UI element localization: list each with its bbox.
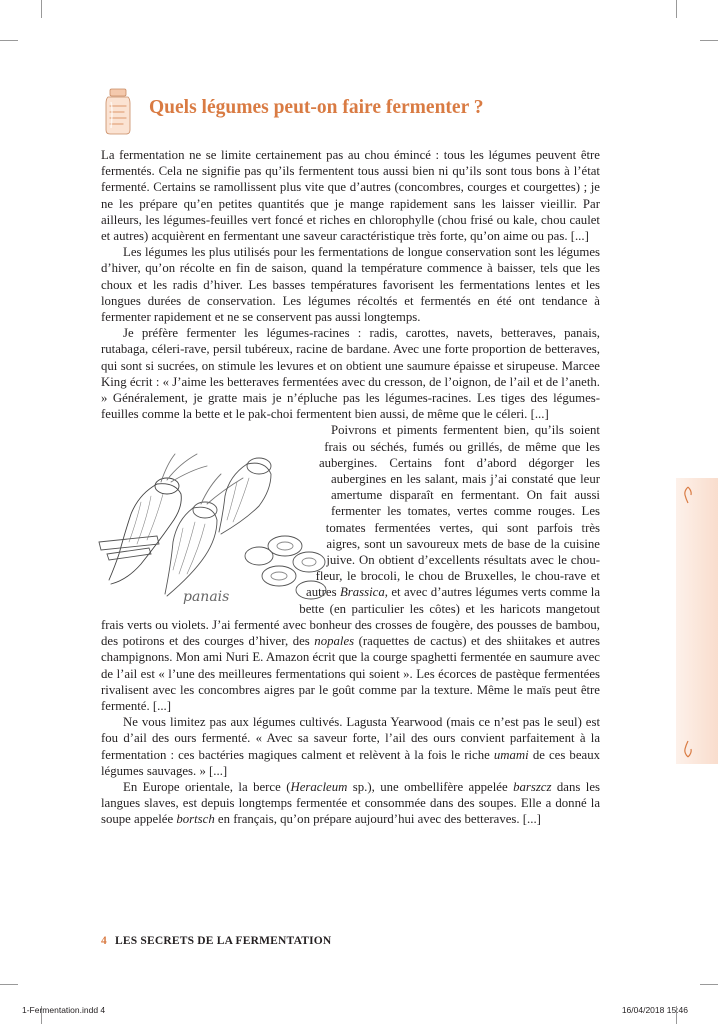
panais-drawing [97, 424, 329, 604]
paragraph: En Europe orientale, la berce (Heracleum sp.), une ombellifère appelée barszcz dans les langues slaves, est depuis longtemps fermentée et consommée dans des soupes. Elle a donné la soupe appelée bortsch en français, qu’on prépare aujourd’hui avec des betteraves. [...] [101, 779, 601, 827]
italic-term: bortsch [176, 812, 215, 827]
crop-mark [0, 40, 18, 41]
paragraph-text: (raquettes de cactus) et des shiitakes et autres champignons. Mon ami Nuri E. Amazon écrit que la courge spaghetti fermentée en saumure avec de l’ail est « l’une des meilleures fermentations qui soient ». Les écorces de pastèque fermentées rivalisent avec les concombres aigres par le goût comme par la texture. Même le maïs peut être fermenté. [...] [101, 634, 600, 713]
jar-icon [101, 88, 135, 136]
paragraph: La fermentation ne se limite certainement pas au chou émincé : tous les légumes peuvent être fermentés. Cela ne signifie pas qu’ils fermentent tous aussi bien ni qu’ils sont tous bons à l’état fermenté. Certains se ramollissent plus vite que d’autres (concombres, courges et courgettes) ; je ne les prépare qu’en petites quantités que je mange rapidement sans les laisser vieillir. Par ailleurs, les légumes-feuilles vert foncé et riches en chlorophylle (chou frisé ou kale, chou caulet et autres) acquièrent en fermentant une saveur caractéristique très forte, qu’on aime ou pas. [...] [101, 148, 600, 244]
paragraph-with-figure [101, 422, 600, 714]
slug-filename: 1-Fermentation.indd 4 [22, 1005, 106, 1015]
tab-ornament-icon [682, 486, 694, 504]
italic-term: barszcz [513, 779, 552, 794]
italic-term: Heracleum [290, 779, 348, 794]
italic-term: nopales [314, 634, 355, 649]
paragraph-text: , et avec d’autres légumes verts comme la bette (en particulier les côtes) et les haricots mangetout frais verts ou violets. J’ai fermenté avec bonheur des crosses de fougère, des pousses de bambou, des potirons et des courges d’hiver, des [101, 585, 600, 649]
paragraph: Je préfère fermenter les légumes-racines : radis, carottes, navets, betteraves, panais, rutabaga, céleri-rave, persil tubéreux, racine de bardane. Avec une forte proportion de betteraves, qui sont si sucrées, on stimule les levures et on obtient une saumure épaisse et sirupeuse. Marcee King écrit : « J’aime les betteraves fermentées avec du cresson, de l’oignon, de l’ail et de l’aneth. » Généralement, je gratte mais je n’épluche pas les légumes-racines. Les tiges des légumes-feuilles comme la bette et le pak-choi fermentent bien aussi, de même que le céleri. [...] [101, 326, 600, 422]
crop-mark [41, 0, 42, 18]
chapter-side-tab [676, 478, 718, 764]
page-footer [101, 935, 331, 947]
page-number: 4 [101, 935, 107, 947]
crop-mark [700, 984, 718, 985]
body-text [101, 147, 600, 828]
section-heading: Quels légumes peut-on faire fermenter ? [149, 97, 484, 118]
crop-mark [0, 984, 18, 985]
paragraph: Ne vous limitez pas aux légumes cultivés. Lagusta Yearwood (mais ce n’est pas le seul) est fou d’ail des ours fermenté. « Avec sa saveur forte, l’ail des ours convient parfaitement à la fermentation : ces bactéries magiques calment et relèvent à la fois le riche umami de ces beaux légumes sauvages. » [...] [101, 715, 600, 778]
tab-ornament-icon [682, 740, 694, 758]
paragraph-text: Poivrons et piments fermentent bien, qu’ils soient frais ou séchés, fumés ou grillés, de même que les aubergines. Certains font d’abord dégorger les aubergines en les salant, mais j’ai constaté que leur amertume disparaît en fermentant. On fait aussi fermenter les tomates, vertes comme rouges. Les tomates fermentées vertes, qui sont parfois très aigres, sont un savoureux mets de base de la cuisine juive. On obtient d’excellents résultats avec le chou-fleur, le brocoli, le chou de Bruxelles, le chou-rave et autres [306, 423, 600, 600]
crop-mark [676, 0, 677, 18]
panais-illustration [101, 422, 331, 607]
paragraph: Les légumes les plus utilisés pour les fermentations de longue conservation sont les légumes d’hiver, qu’on récolte en fin de saison, quand la température commence à baisser, tels que les choux et les radis d’hiver. Les basses températures favorisent les fermentations lentes et les longues durées de conservation. Les légumes récoltés et fermentés en été ont tendance à fermenter rapidement et ne se conservent pas aussi longtemps. [101, 245, 600, 325]
italic-term: Brassica [339, 585, 385, 600]
slug-datetime: 16/04/2018 15:46 [621, 1005, 688, 1015]
crop-mark [700, 40, 718, 41]
italic-term: umami [493, 747, 529, 762]
running-title: LES SECRETS DE LA FERMENTATION [114, 935, 332, 947]
illustration-caption: panais [183, 589, 230, 605]
